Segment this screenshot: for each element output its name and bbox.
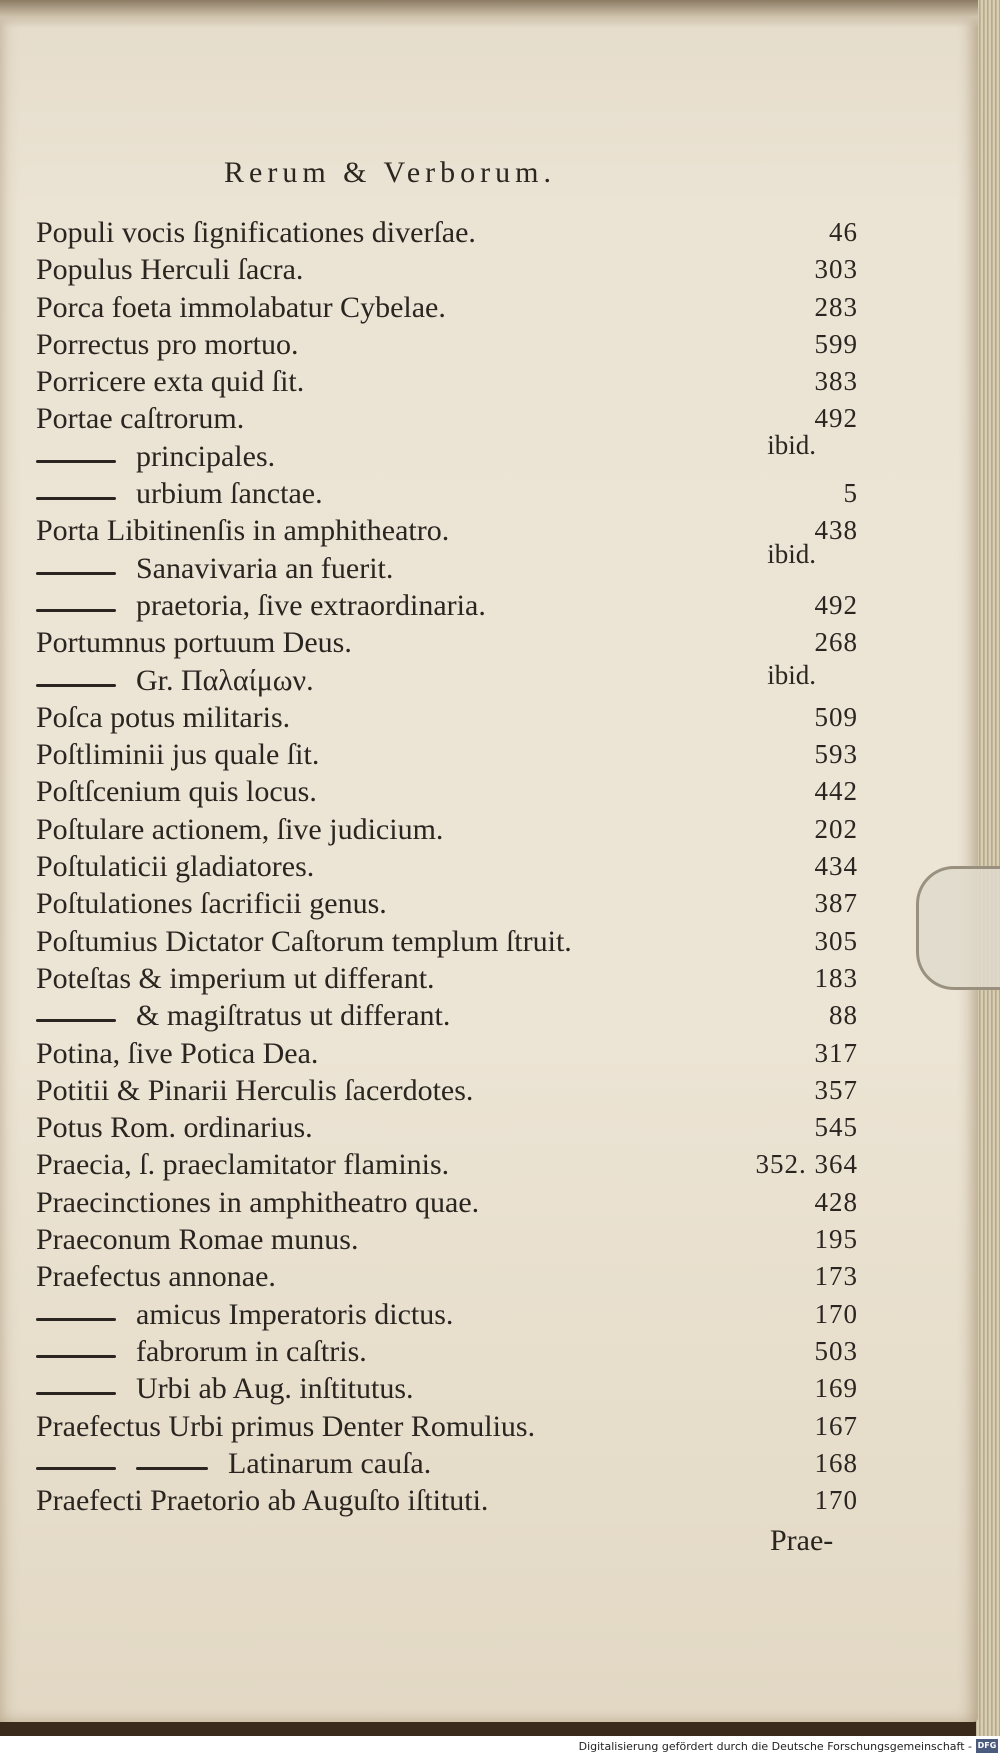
entry-page-number: 169 — [814, 1373, 858, 1404]
index-entry — [36, 1333, 858, 1370]
entry-text: Populus Herculi ſacra. — [36, 253, 304, 287]
entry-page-number: 599 — [814, 328, 858, 359]
entry-text: Praefecti Praetorio ab Auguſto iſtituti. — [36, 1484, 489, 1518]
index-entry — [36, 736, 858, 773]
entry-page-number: 268 — [814, 627, 858, 658]
index-entry — [36, 923, 858, 960]
index-entry — [36, 326, 858, 363]
index-entry — [36, 400, 858, 437]
entry-page-number: 387 — [814, 888, 858, 919]
entry-text: Poſtliminii jus quale ſit. — [36, 738, 320, 772]
entry-page-number: 434 — [814, 851, 858, 882]
entry-text: Poteſtas & imperium ut differant. — [36, 961, 435, 995]
ditto-dash — [136, 1467, 208, 1470]
index-entry — [36, 662, 858, 699]
ibid-note: ibid. — [767, 660, 816, 690]
entry-text: Praeconum Romae munus. — [36, 1223, 359, 1257]
entry-text: Poſtſcenium quis locus. — [36, 775, 317, 809]
entry-text: & magiſtratus ut differant. — [136, 999, 451, 1033]
index-entry — [36, 1146, 858, 1183]
ditto-dash — [36, 460, 116, 463]
entry-text: Portumnus portuum Deus. — [36, 626, 352, 660]
entry-page-number: 492 — [814, 403, 858, 434]
entry-page-number: 283 — [814, 291, 858, 322]
ditto-dashes — [36, 1335, 136, 1372]
entry-text: Poſtulaticii gladiatores. — [36, 850, 315, 884]
entry-text: Potitii & Pinarii Herculis ſacerdotes. — [36, 1073, 474, 1107]
entry-page-number: 168 — [814, 1447, 858, 1478]
index-entry — [36, 1109, 858, 1146]
entry-text: principales. — [136, 439, 276, 473]
ditto-dashes — [36, 478, 136, 515]
entry-text: Latinarum cauſa. — [228, 1446, 432, 1480]
entry-text: fabrorum in caſtris. — [136, 1334, 367, 1368]
ditto-dash — [36, 684, 116, 687]
entry-text: Gr. Παλαίμων. — [136, 663, 314, 697]
ditto-dash — [36, 609, 116, 612]
entry-text: Urbi ab Aug. inſtitutus. — [136, 1372, 414, 1406]
entry-text: Potus Rom. ordinarius. — [36, 1111, 313, 1145]
index-entry — [36, 1296, 858, 1333]
page-top-shadow — [0, 0, 978, 28]
entry-page-number: 305 — [814, 925, 858, 956]
entry-page-number: 492 — [814, 589, 858, 620]
index-entry — [36, 1221, 858, 1258]
entry-text: Poſtulationes ſacrificii genus. — [36, 887, 387, 921]
entry-page-number: 46 — [829, 217, 858, 247]
entry-text: praetoria, ſive extraordinaria. — [136, 588, 486, 622]
entry-text: Poſtulare actionem, ſive judicium. — [36, 812, 444, 846]
entry-page-number: 317 — [814, 1037, 858, 1068]
index-entries — [36, 214, 858, 1519]
ditto-dash — [36, 1392, 116, 1395]
entry-page-number: 503 — [814, 1335, 858, 1366]
entry-page-number: 593 — [814, 739, 858, 770]
entry-text: Praecinctiones in amphitheatro quae. — [36, 1185, 480, 1219]
entry-text: urbium ſanctae. — [136, 477, 323, 511]
index-entry — [36, 885, 858, 922]
entry-text: Porricere exta quid ſit. — [36, 365, 305, 399]
index-entry — [36, 1370, 858, 1407]
entry-text: Potina, ſive Potica Dea. — [36, 1036, 319, 1070]
entry-page-number: 170 — [814, 1485, 858, 1516]
entry-text: amicus Imperatoris dictus. — [136, 1297, 454, 1331]
entry-page-number: 303 — [814, 254, 858, 285]
index-entry — [36, 1072, 858, 1109]
ditto-dashes — [36, 664, 136, 701]
ditto-dashes — [36, 1447, 228, 1484]
index-entry — [36, 1445, 858, 1482]
index-entry — [36, 848, 858, 885]
entry-page-number: 509 — [814, 701, 858, 732]
entry-page-number: 183 — [814, 962, 858, 993]
entry-page-number: 195 — [814, 1224, 858, 1255]
index-entry — [36, 251, 858, 288]
index-entry — [36, 1035, 858, 1072]
index-entry — [36, 1408, 858, 1445]
ditto-dashes — [36, 552, 136, 589]
index-entry — [36, 550, 858, 587]
entry-page-number: 170 — [814, 1298, 858, 1329]
entry-page-number: 173 — [814, 1261, 858, 1292]
entry-page-number: 438 — [814, 515, 858, 546]
entry-page-number: 352. 364 — [755, 1149, 858, 1180]
ditto-dash — [36, 1318, 116, 1321]
index-entry — [36, 475, 858, 512]
index-entry — [36, 960, 858, 997]
ditto-dashes — [36, 440, 136, 477]
page-clip — [916, 866, 1000, 990]
entry-text: Portae caſtrorum. — [36, 402, 245, 436]
index-entry — [36, 997, 858, 1034]
ditto-dash — [36, 572, 116, 575]
entry-page-number: 545 — [814, 1112, 858, 1143]
index-entry — [36, 512, 858, 549]
index-entry — [36, 811, 858, 848]
entry-page-number: 167 — [814, 1410, 858, 1441]
entry-page-number: 428 — [814, 1186, 858, 1217]
entry-text: Praecia, ſ. praeclamitator flaminis. — [36, 1148, 450, 1182]
index-entry — [36, 1184, 858, 1221]
ditto-dash — [36, 1019, 116, 1022]
index-entry — [36, 587, 858, 624]
ditto-dashes — [36, 589, 136, 626]
ibid-note: ibid. — [767, 539, 816, 569]
ditto-dash — [36, 497, 116, 500]
index-entry — [36, 1482, 858, 1519]
index-entry — [36, 773, 858, 810]
entry-page-number: 202 — [814, 813, 858, 844]
dfg-logo: DFG — [976, 1739, 998, 1753]
ditto-dash — [36, 1467, 116, 1470]
footer-credit: Digitalisierung gefördert durch die Deutsche Forschungsgemeinschaft - — [578, 1740, 972, 1753]
index-entry — [36, 624, 858, 661]
entry-page-number: 357 — [814, 1074, 858, 1105]
entry-text: Porta Libitinenſis in amphitheatro. — [36, 514, 450, 548]
entry-page-number: 383 — [814, 366, 858, 397]
ibid-note: ibid. — [767, 430, 816, 460]
entry-text: Porrectus pro mortuo. — [36, 327, 299, 361]
entry-page-number: 442 — [814, 776, 858, 807]
index-entry — [36, 438, 858, 475]
index-entry — [36, 699, 858, 736]
entry-text: Poſtumius Dictator Caſtorum templum ſtruit. — [36, 924, 572, 958]
ditto-dash — [36, 1355, 116, 1358]
entry-text: Sanavivaria an fuerit. — [136, 551, 394, 585]
entry-page-number: 88 — [829, 1000, 858, 1031]
entry-text: Praefectus annonae. — [36, 1260, 276, 1294]
footer-bar — [0, 1736, 1000, 1757]
index-entry — [36, 1258, 858, 1295]
entry-text: Populi vocis ſignificationes diverſae. — [36, 216, 476, 249]
catchword: Prae- — [770, 1524, 834, 1557]
entry-text: Porca foeta immolabatur Cybelae. — [36, 290, 446, 324]
ditto-dashes — [36, 1373, 136, 1410]
index-entry — [36, 289, 858, 326]
entry-page-number: 5 — [843, 478, 858, 509]
ditto-dashes — [36, 1298, 136, 1335]
running-head: Rerum & Verborum. — [224, 156, 556, 189]
entry-text: Praefectus Urbi primus Denter Romulius. — [36, 1409, 536, 1443]
entry-text: Poſca potus militaris. — [36, 700, 291, 734]
index-entry — [36, 214, 858, 251]
index-entry — [36, 363, 858, 400]
ditto-dashes — [36, 1000, 136, 1037]
